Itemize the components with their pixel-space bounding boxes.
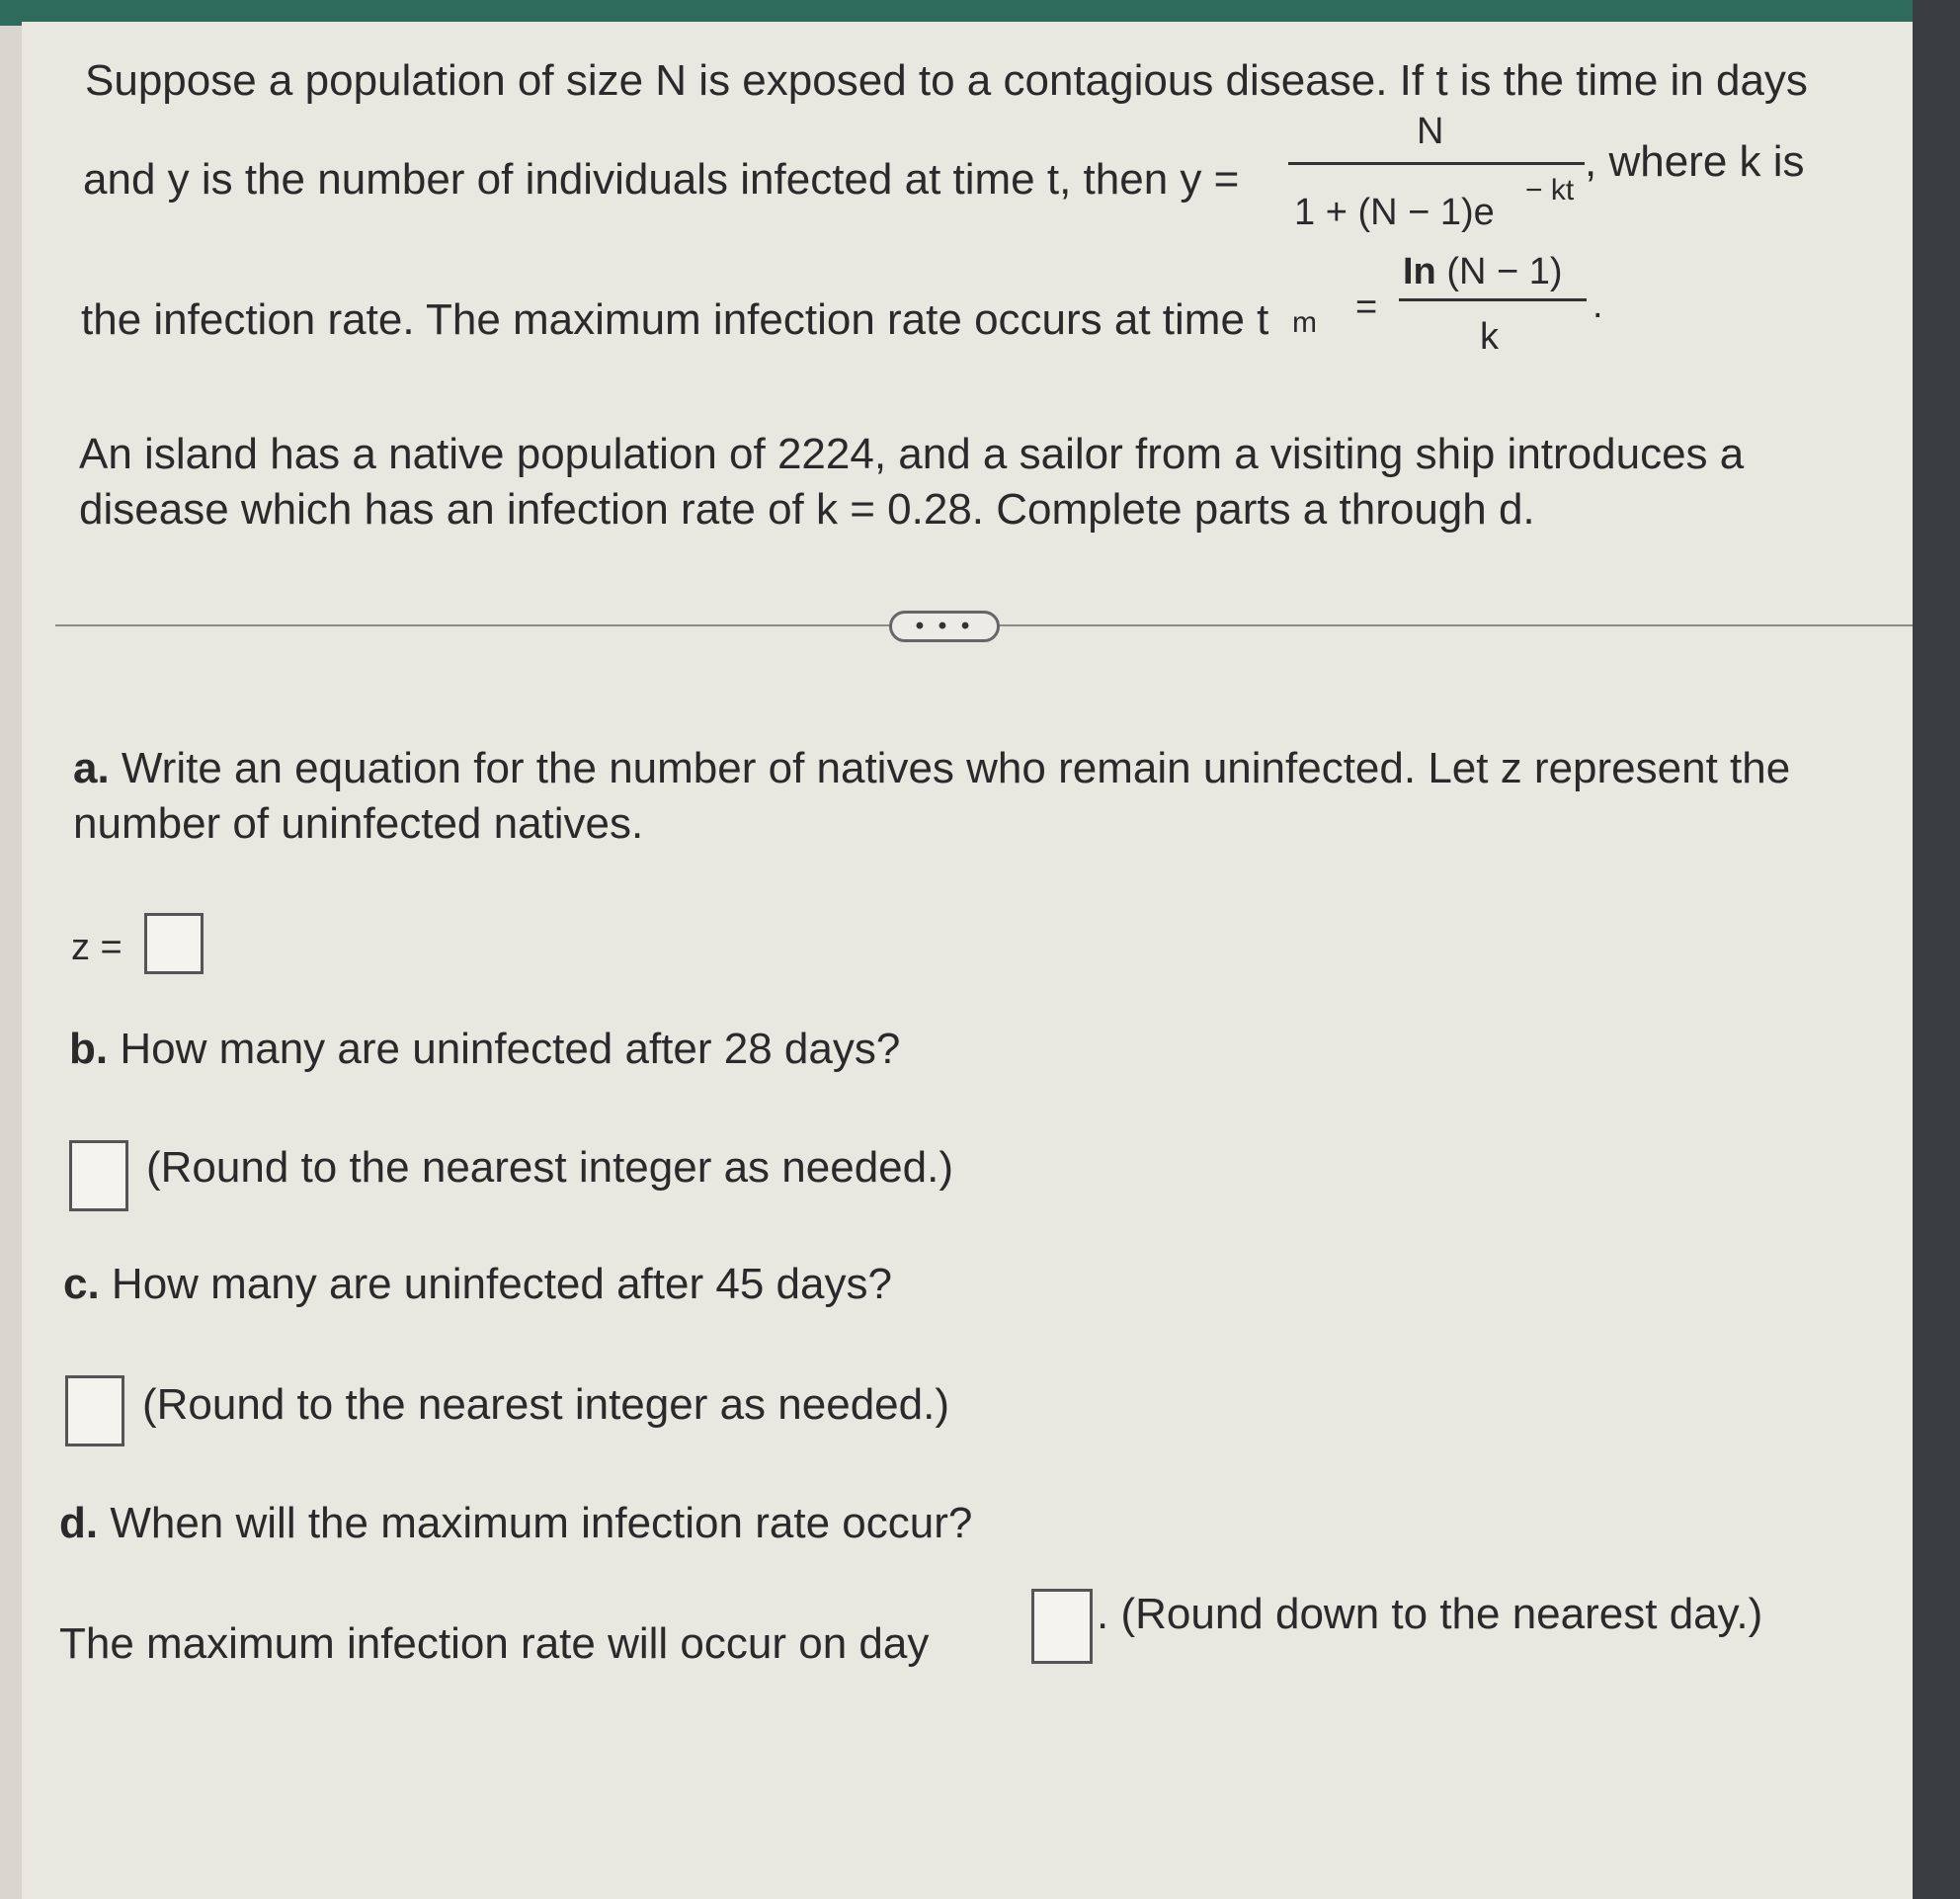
formula-tm-period: .	[1592, 285, 1603, 326]
part-b-line	[69, 1025, 901, 1073]
part-a-line-2: number of uninfected natives.	[73, 799, 644, 848]
formula-y-fraction-line	[1288, 162, 1585, 165]
part-a-question: Write an equation for the number of natives who remain uninfected. Let z represent the	[109, 744, 1791, 792]
part-d-answer-suffix: . (Round down to the nearest day.)	[1097, 1590, 1763, 1638]
part-d-line	[59, 1499, 973, 1547]
part-d-label: d.	[59, 1499, 99, 1547]
part-d-question: When will the maximum infection rate occur?	[98, 1499, 973, 1547]
formula-tm-numerator	[1403, 253, 1563, 290]
part-d-answer-prefix: The maximum infection rate will occur on day	[59, 1619, 930, 1668]
part-c-hint: (Round to the nearest integer as needed.)	[142, 1380, 949, 1429]
part-c-question: How many are uninfected after 45 days?	[99, 1260, 892, 1308]
part-c-line	[63, 1260, 892, 1308]
part-a-label: a.	[73, 744, 110, 792]
intro-line-2: and y is the number of individuals infected at time t, then y =	[83, 155, 1240, 204]
right-edge	[1913, 0, 1960, 1899]
intro-line-2-suffix: , where k is	[1585, 137, 1805, 186]
ln-label: In	[1403, 251, 1436, 292]
scenario-line-1: An island has a native population of 2224, and a sailor from a visiting ship introduces a	[79, 430, 1745, 478]
formula-y-exponent: − kt	[1525, 174, 1575, 206]
z-answer-input[interactable]	[144, 913, 204, 974]
formula-tm-denominator: k	[1480, 316, 1499, 358]
part-b-answer-input[interactable]	[69, 1140, 128, 1211]
formula-y-denominator: 1 + (N − 1)e	[1294, 192, 1495, 233]
ln-argument: (N − 1)	[1446, 251, 1563, 292]
tm-equals: =	[1355, 287, 1378, 328]
formula-tm-fraction-line	[1399, 298, 1587, 301]
part-c-label: c.	[63, 1260, 100, 1308]
z-equals-label: z =	[71, 927, 122, 968]
part-a-line-1	[73, 744, 1791, 792]
part-b-question: How many are uninfected after 28 days?	[108, 1025, 901, 1073]
part-d-answer-input[interactable]	[1031, 1589, 1093, 1664]
part-b-hint: (Round to the nearest integer as needed.)	[146, 1143, 953, 1192]
intro-line-1: Suppose a population of size N is exposed to a contagious disease. If t is the time in days	[85, 56, 1808, 105]
scenario-line-2: disease which has an infection rate of k = 0.28. Complete parts a through d.	[79, 485, 1535, 534]
formula-y-numerator: N	[1417, 111, 1444, 152]
more-button[interactable]: • • •	[889, 611, 1000, 642]
part-b-label: b.	[69, 1025, 109, 1073]
intro-line-3: the infection rate. The maximum infection rate occurs at time t	[81, 295, 1269, 344]
part-c-answer-input[interactable]	[65, 1375, 124, 1446]
tm-subscript: m	[1292, 306, 1317, 339]
